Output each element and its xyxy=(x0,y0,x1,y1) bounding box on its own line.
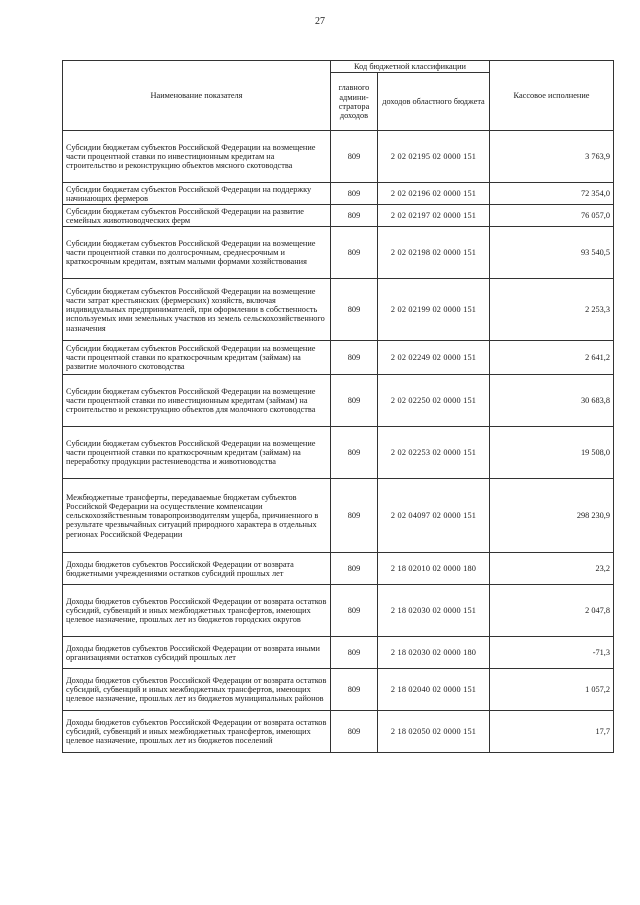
row-admin-code: 809 xyxy=(331,711,378,753)
header-row-top xyxy=(63,61,614,73)
row-admin-code: 809 xyxy=(331,585,378,637)
row-name: Субсидии бюджетам субъектов Российской Федерации на возмещение части процентной ставки по инвестиционным кредитам на строительство и реконструкцию объектов мясного скотоводства xyxy=(63,131,331,183)
row-income-code: 2 18 02050 02 0000 151 xyxy=(378,711,490,753)
row-name: Субсидии бюджетам субъектов Российской Федерации на возмещение части процентной ставки по инвестиционным кредитам (займам) на строительство и реконструкцию объектов для молочного скотоводства xyxy=(63,375,331,427)
table-row xyxy=(63,479,614,553)
table-row xyxy=(63,131,614,183)
row-amount: 76 057,0 xyxy=(490,205,614,227)
row-amount: 17,7 xyxy=(490,711,614,753)
table-row xyxy=(63,227,614,279)
table-row xyxy=(63,341,614,375)
row-admin-code: 809 xyxy=(331,637,378,669)
row-income-code: 2 02 02195 02 0000 151 xyxy=(378,131,490,183)
row-amount: 23,2 xyxy=(490,553,614,585)
header-cash: Кассовое исполнение xyxy=(490,61,614,131)
table-row xyxy=(63,183,614,205)
row-amount: 19 508,0 xyxy=(490,427,614,479)
row-admin-code: 809 xyxy=(331,479,378,553)
table-row xyxy=(63,637,614,669)
table-row xyxy=(63,279,614,341)
row-income-code: 2 02 02198 02 0000 151 xyxy=(378,227,490,279)
row-name: Субсидии бюджетам субъектов Российской Федерации на возмещение части процентной ставки по долгосрочным, среднесрочным и краткосрочным кредитам, взятым малыми формами хозяйствования xyxy=(63,227,331,279)
table-row xyxy=(63,427,614,479)
row-amount: 2 253,3 xyxy=(490,279,614,341)
table-row xyxy=(63,585,614,637)
row-amount: 1 057,2 xyxy=(490,669,614,711)
row-admin-code: 809 xyxy=(331,183,378,205)
header-income: доходов областного бюджета xyxy=(378,73,490,131)
row-income-code: 2 02 02197 02 0000 151 xyxy=(378,205,490,227)
header-code-group: Код бюджетной классификации xyxy=(331,61,490,73)
row-amount: 2 047,8 xyxy=(490,585,614,637)
row-admin-code: 809 xyxy=(331,205,378,227)
row-name: Субсидии бюджетам субъектов Российской Федерации на возмещение части процентной ставки по краткосрочным кредитам (займам) на переработку продукции растениеводства и животноводства xyxy=(63,427,331,479)
row-income-code: 2 18 02010 02 0000 180 xyxy=(378,553,490,585)
row-income-code: 2 18 02030 02 0000 180 xyxy=(378,637,490,669)
row-name: Доходы бюджетов субъектов Российской Федерации от возврата остатков субсидий, субвенций и иных межбюджетных трансфертов, имеющих целевое назначение, прошлых лет из бюджетов городских округов xyxy=(63,585,331,637)
row-income-code: 2 02 04097 02 0000 151 xyxy=(378,479,490,553)
row-amount: 72 354,0 xyxy=(490,183,614,205)
budget-table xyxy=(62,60,614,753)
row-name: Доходы бюджетов субъектов Российской Федерации от возврата бюджетными учреждениями остатков субсидий прошлых лет xyxy=(63,553,331,585)
row-admin-code: 809 xyxy=(331,131,378,183)
row-amount: 30 683,8 xyxy=(490,375,614,427)
row-income-code: 2 02 02250 02 0000 151 xyxy=(378,375,490,427)
row-amount: 93 540,5 xyxy=(490,227,614,279)
row-income-code: 2 18 02030 02 0000 151 xyxy=(378,585,490,637)
table-row xyxy=(63,375,614,427)
row-admin-code: 809 xyxy=(331,669,378,711)
table-row xyxy=(63,669,614,711)
row-name: Доходы бюджетов субъектов Российской Федерации от возврата остатков субсидий, субвенций и иных межбюджетных трансфертов, имеющих целевое назначение, прошлых лет из бюджетов поселений xyxy=(63,711,331,753)
row-amount: 298 230,9 xyxy=(490,479,614,553)
row-name: Субсидии бюджетам субъектов Российской Федерации на поддержку начинающих фермеров xyxy=(63,183,331,205)
row-admin-code: 809 xyxy=(331,427,378,479)
table-row xyxy=(63,711,614,753)
table-row xyxy=(63,553,614,585)
row-income-code: 2 02 02199 02 0000 151 xyxy=(378,279,490,341)
row-amount: 2 641,2 xyxy=(490,341,614,375)
table-row xyxy=(63,205,614,227)
header-name: Наименование показателя xyxy=(63,61,331,131)
row-name: Межбюджетные трансферты, передаваемые бюджетам субъектов Российской Федерации на осуществление компенсации сельскохозяйственным товаропроизводителям ущерба, причиненного в результате чрезвычайных ситуаций природного характера в отдельных регионах Российской Федерации xyxy=(63,479,331,553)
row-income-code: 2 02 02249 02 0000 151 xyxy=(378,341,490,375)
row-amount: 3 763,9 xyxy=(490,131,614,183)
row-name: Субсидии бюджетам субъектов Российской Федерации на возмещение части затрат крестьянских (фермерских) хозяйств, включая индивидуальных предпринимателей, при оформлении в собственность используемых ими земельных участков из земель сельскохозяйственного назначения xyxy=(63,279,331,341)
row-amount: -71,3 xyxy=(490,637,614,669)
page-number: 27 xyxy=(315,16,325,27)
row-name: Доходы бюджетов субъектов Российской Федерации от возврата иными организациями остатков субсидий прошлых лет xyxy=(63,637,331,669)
row-admin-code: 809 xyxy=(331,341,378,375)
table-body xyxy=(63,131,614,753)
row-admin-code: 809 xyxy=(331,227,378,279)
row-admin-code: 809 xyxy=(331,375,378,427)
row-income-code: 2 18 02040 02 0000 151 xyxy=(378,669,490,711)
row-name: Доходы бюджетов субъектов Российской Федерации от возврата остатков субсидий, субвенций и иных межбюджетных трансфертов, имеющих целевое назначение, прошлых лет из бюджетов муниципальных районов xyxy=(63,669,331,711)
row-admin-code: 809 xyxy=(331,553,378,585)
row-income-code: 2 02 02196 02 0000 151 xyxy=(378,183,490,205)
row-name: Субсидии бюджетам субъектов Российской Федерации на возмещение части процентной ставки по краткосрочным кредитам (займам) на развитие молочного скотоводства xyxy=(63,341,331,375)
row-admin-code: 809 xyxy=(331,279,378,341)
header-admin: главного админи-стратора доходов xyxy=(331,73,378,131)
row-income-code: 2 02 02253 02 0000 151 xyxy=(378,427,490,479)
row-name: Субсидии бюджетам субъектов Российской Федерации на развитие семейных животноводческих ферм xyxy=(63,205,331,227)
